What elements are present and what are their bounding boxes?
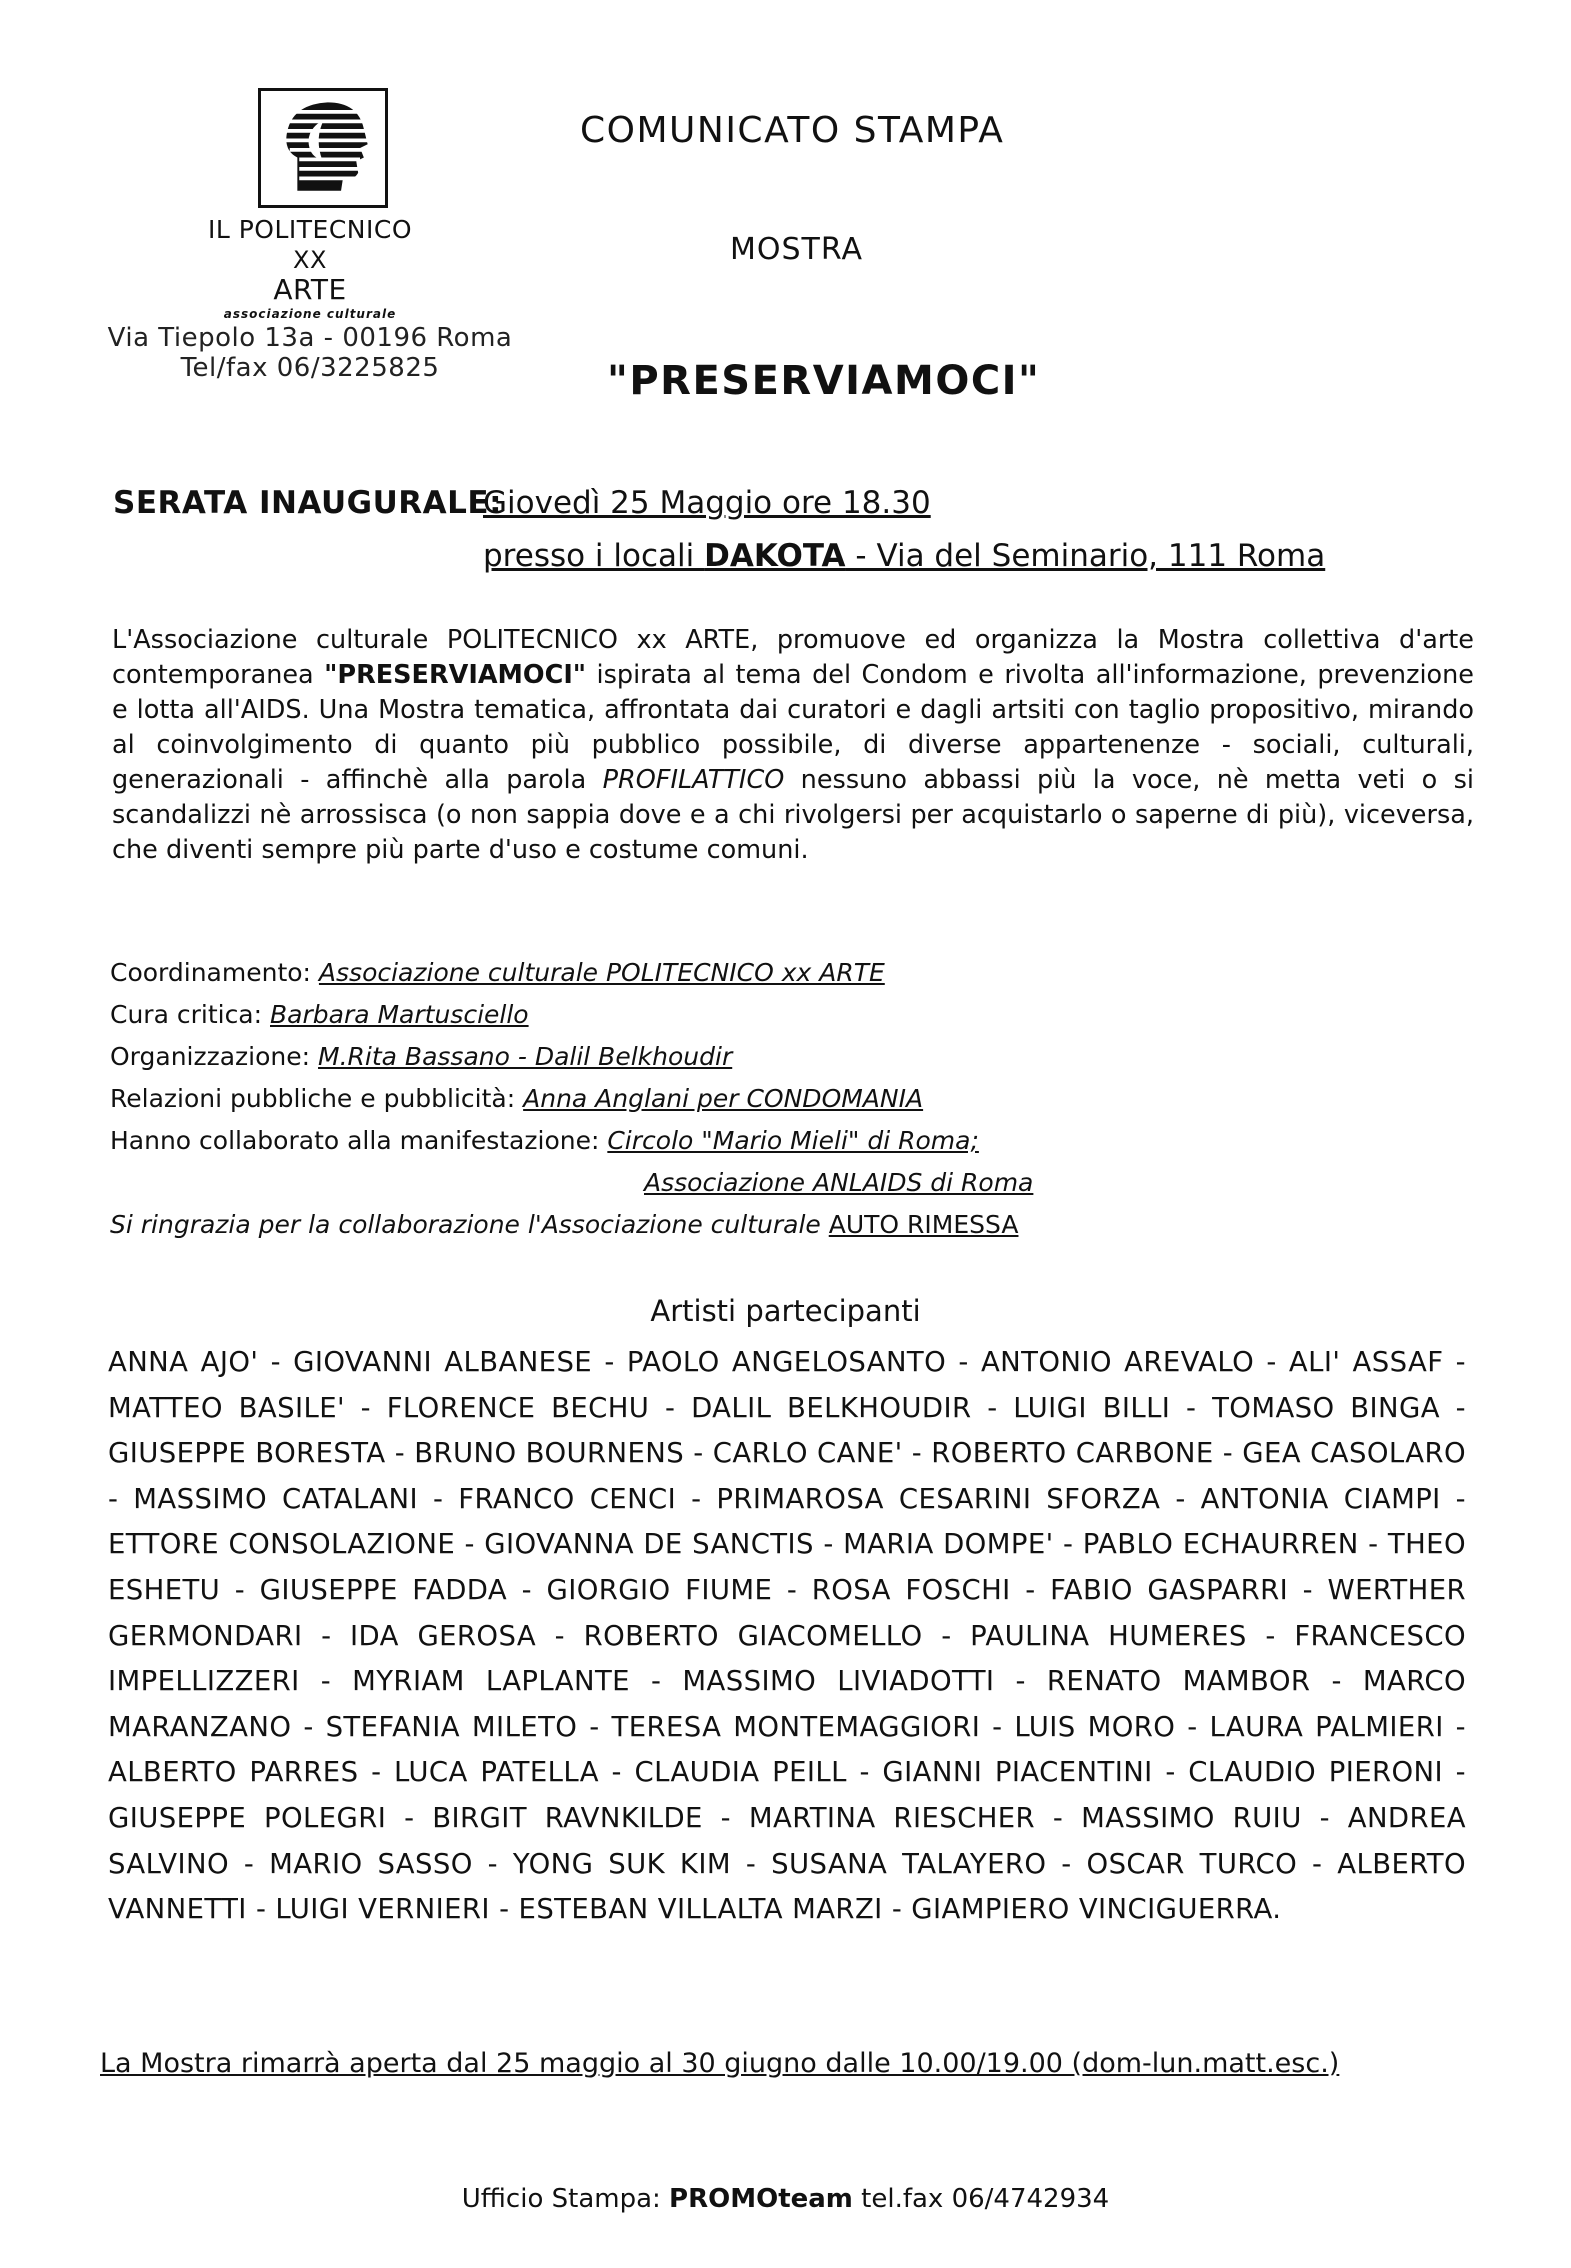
artists-title: Artisti partecipanti [650,1294,921,1328]
press-office-name: PROMOteam [669,2184,853,2214]
credit-coordinamento [110,952,1410,994]
profile-head-logo-icon [261,91,385,205]
credit-value: M.Rita Bassano - Dalil Belkhoudir [318,1042,733,1071]
org-tel: Tel/fax 06/3225825 [180,353,440,383]
credit-relazioni [110,1078,1410,1120]
credit-label: Organizzazione: [110,1042,319,1071]
serata-place [483,538,1325,574]
intro-part2: ispirata al tema del Condom e rivolta all'informazione, prevenzione e lotta all'AIDS. Una Mostra tematica, affrontata dai curatori e dagli artsiti con taglio propositivo, mirando al coinvolgimento di quanto più pubblico possibile, di diverse appartenenze - sociali, culturali, generazionali - affinchè alla parola [112,660,1474,795]
credit-collaborato [110,1120,1410,1162]
intro-part1: L'Associazione culturale POLITECNICO xx ARTE, promuove ed organizza la Mostra collettiva d'arte contemporanea [112,625,1474,690]
press-office-label: Ufficio Stampa: [461,2184,670,2214]
credit-value: Barbara Martusciello [270,1000,529,1029]
org-address: Via Tiepolo 13a - 00196 Roma [107,323,513,353]
credit-organizzazione [110,1036,1410,1078]
place-prefix: presso i locali [483,538,705,574]
logo [258,88,388,208]
press-office [0,2184,1571,2214]
credit-value: AUTO RIMESSA [828,1210,1019,1239]
credit-label: Si ringrazia per la collaborazione l'Associazione culturale [110,1210,829,1239]
credit-value: Associazione culturale POLITECNICO xx ARTE [318,958,885,987]
org-name: IL POLITECNICO [207,215,413,244]
serata-date: Giovedì 25 Maggio ore 18.30 [483,485,931,521]
exhibition-title: "PRESERVIAMOCI" [607,358,1041,404]
serata-label: SERATA INAUGURALE: [113,485,502,521]
credit-label: Relazioni pubbliche e pubblicità: [110,1084,524,1113]
mostra-heading: MOSTRA [730,232,864,267]
credit-label: Coordinamento: [110,958,319,987]
intro-title: "PRESERVIAMOCI" [324,660,587,690]
organization-block [95,215,525,383]
opening-hours: La Mostra rimarrà aperta dal 25 maggio al 30 giugno dalle 10.00/19.00 (dom-lun.matt.esc.) [100,2048,1340,2079]
intro-part3: nessuno abbassi più la voce, nè metta veti o si scandalizzi nè arrossisca (o non sappia dove e a chi rivolgersi per acquistarlo o saperne di più), viceversa, che diventi sempre più parte d'uso e costume comuni. [112,765,1474,865]
credit-collaborato-2 [110,1162,1410,1204]
comunicato-heading: COMUNICATO STAMPA [580,110,1005,151]
org-xx: XX [293,246,327,274]
place-suffix: - Via del Seminario, 111 Roma [845,538,1326,574]
org-arte: ARTE [273,273,347,306]
credits-list [110,952,1410,1246]
credit-cura [110,994,1410,1036]
credit-value: Circolo "Mario Mieli" di Roma; [607,1126,979,1155]
credit-label: Hanno collaborato alla manifestazione: [110,1126,608,1155]
credit-value: Associazione ANLAIDS di Roma [644,1168,1034,1197]
intro-profilattico: PROFILATTICO [602,765,785,795]
press-office-tel: tel.fax 06/4742934 [852,2184,1110,2214]
credit-label: Cura critica: [110,1000,270,1029]
place-name: DAKOTA [704,538,846,574]
intro-paragraph [112,623,1474,868]
org-assoc: associazione culturale [223,307,397,321]
artists-list: ANNA AJO' - GIOVANNI ALBANESE - PAOLO ANGELOSANTO - ANTONIO AREVALO - ALI' ASSAF - MATTEO BASILE' - FLORENCE BECHU - DALIL BELKHOUDIR - LUIGI BILLI - TOMASO BINGA - GIUSEPPE BORESTA - BRUNO BOURNENS - CARLO CANE' - ROBERTO CARBONE - GEA CASOLARO - MASSIMO CATALANI - FRANCO CENCI - PRIMAROSA CESARINI SFORZA - ANTONIA CIAMPI - ETTORE CONSOLAZIONE - GIOVANNA DE SANCTIS - MARIA DOMPE' - PABLO ECHAURREN - THEO ESHETU - GIUSEPPE FADDA - GIORGIO FIUME - ROSA FOSCHI - FABIO GASPARRI - WERTHER GERMONDARI - IDA GEROSA - ROBERTO GIACOMELLO - PAULINA HUMERES - FRANCESCO IMPELLIZZERI - MYRIAM LAPLANTE - MASSIMO LIVIADOTTI - RENATO MAMBOR - MARCO MARANZANO - STEFANIA MILETO - TERESA MONTEMAGGIORI - LUIS MORO - LAURA PALMIERI - ALBERTO PARRES - LUCA PATELLA - CLAUDIA PEILL - GIANNI PIACENTINI - CLAUDIO PIERONI - GIUSEPPE POLEGRI - BIRGIT RAVNKILDE - MARTINA RIESCHER - MASSIMO RUIU - ANDREA SALVINO - MARIO SASSO - YONG SUK KIM - SUSANA TALAYERO - OSCAR TURCO - ALBERTO VANNETTI - LUIGI VERNIERI - ESTEBAN VILLALTA MARZI - GIAMPIERO VINCIGUERRA. [108,1346,1466,1926]
credit-value: Anna Anglani per CONDOMANIA [523,1084,924,1113]
credit-thanks [110,1204,1410,1246]
